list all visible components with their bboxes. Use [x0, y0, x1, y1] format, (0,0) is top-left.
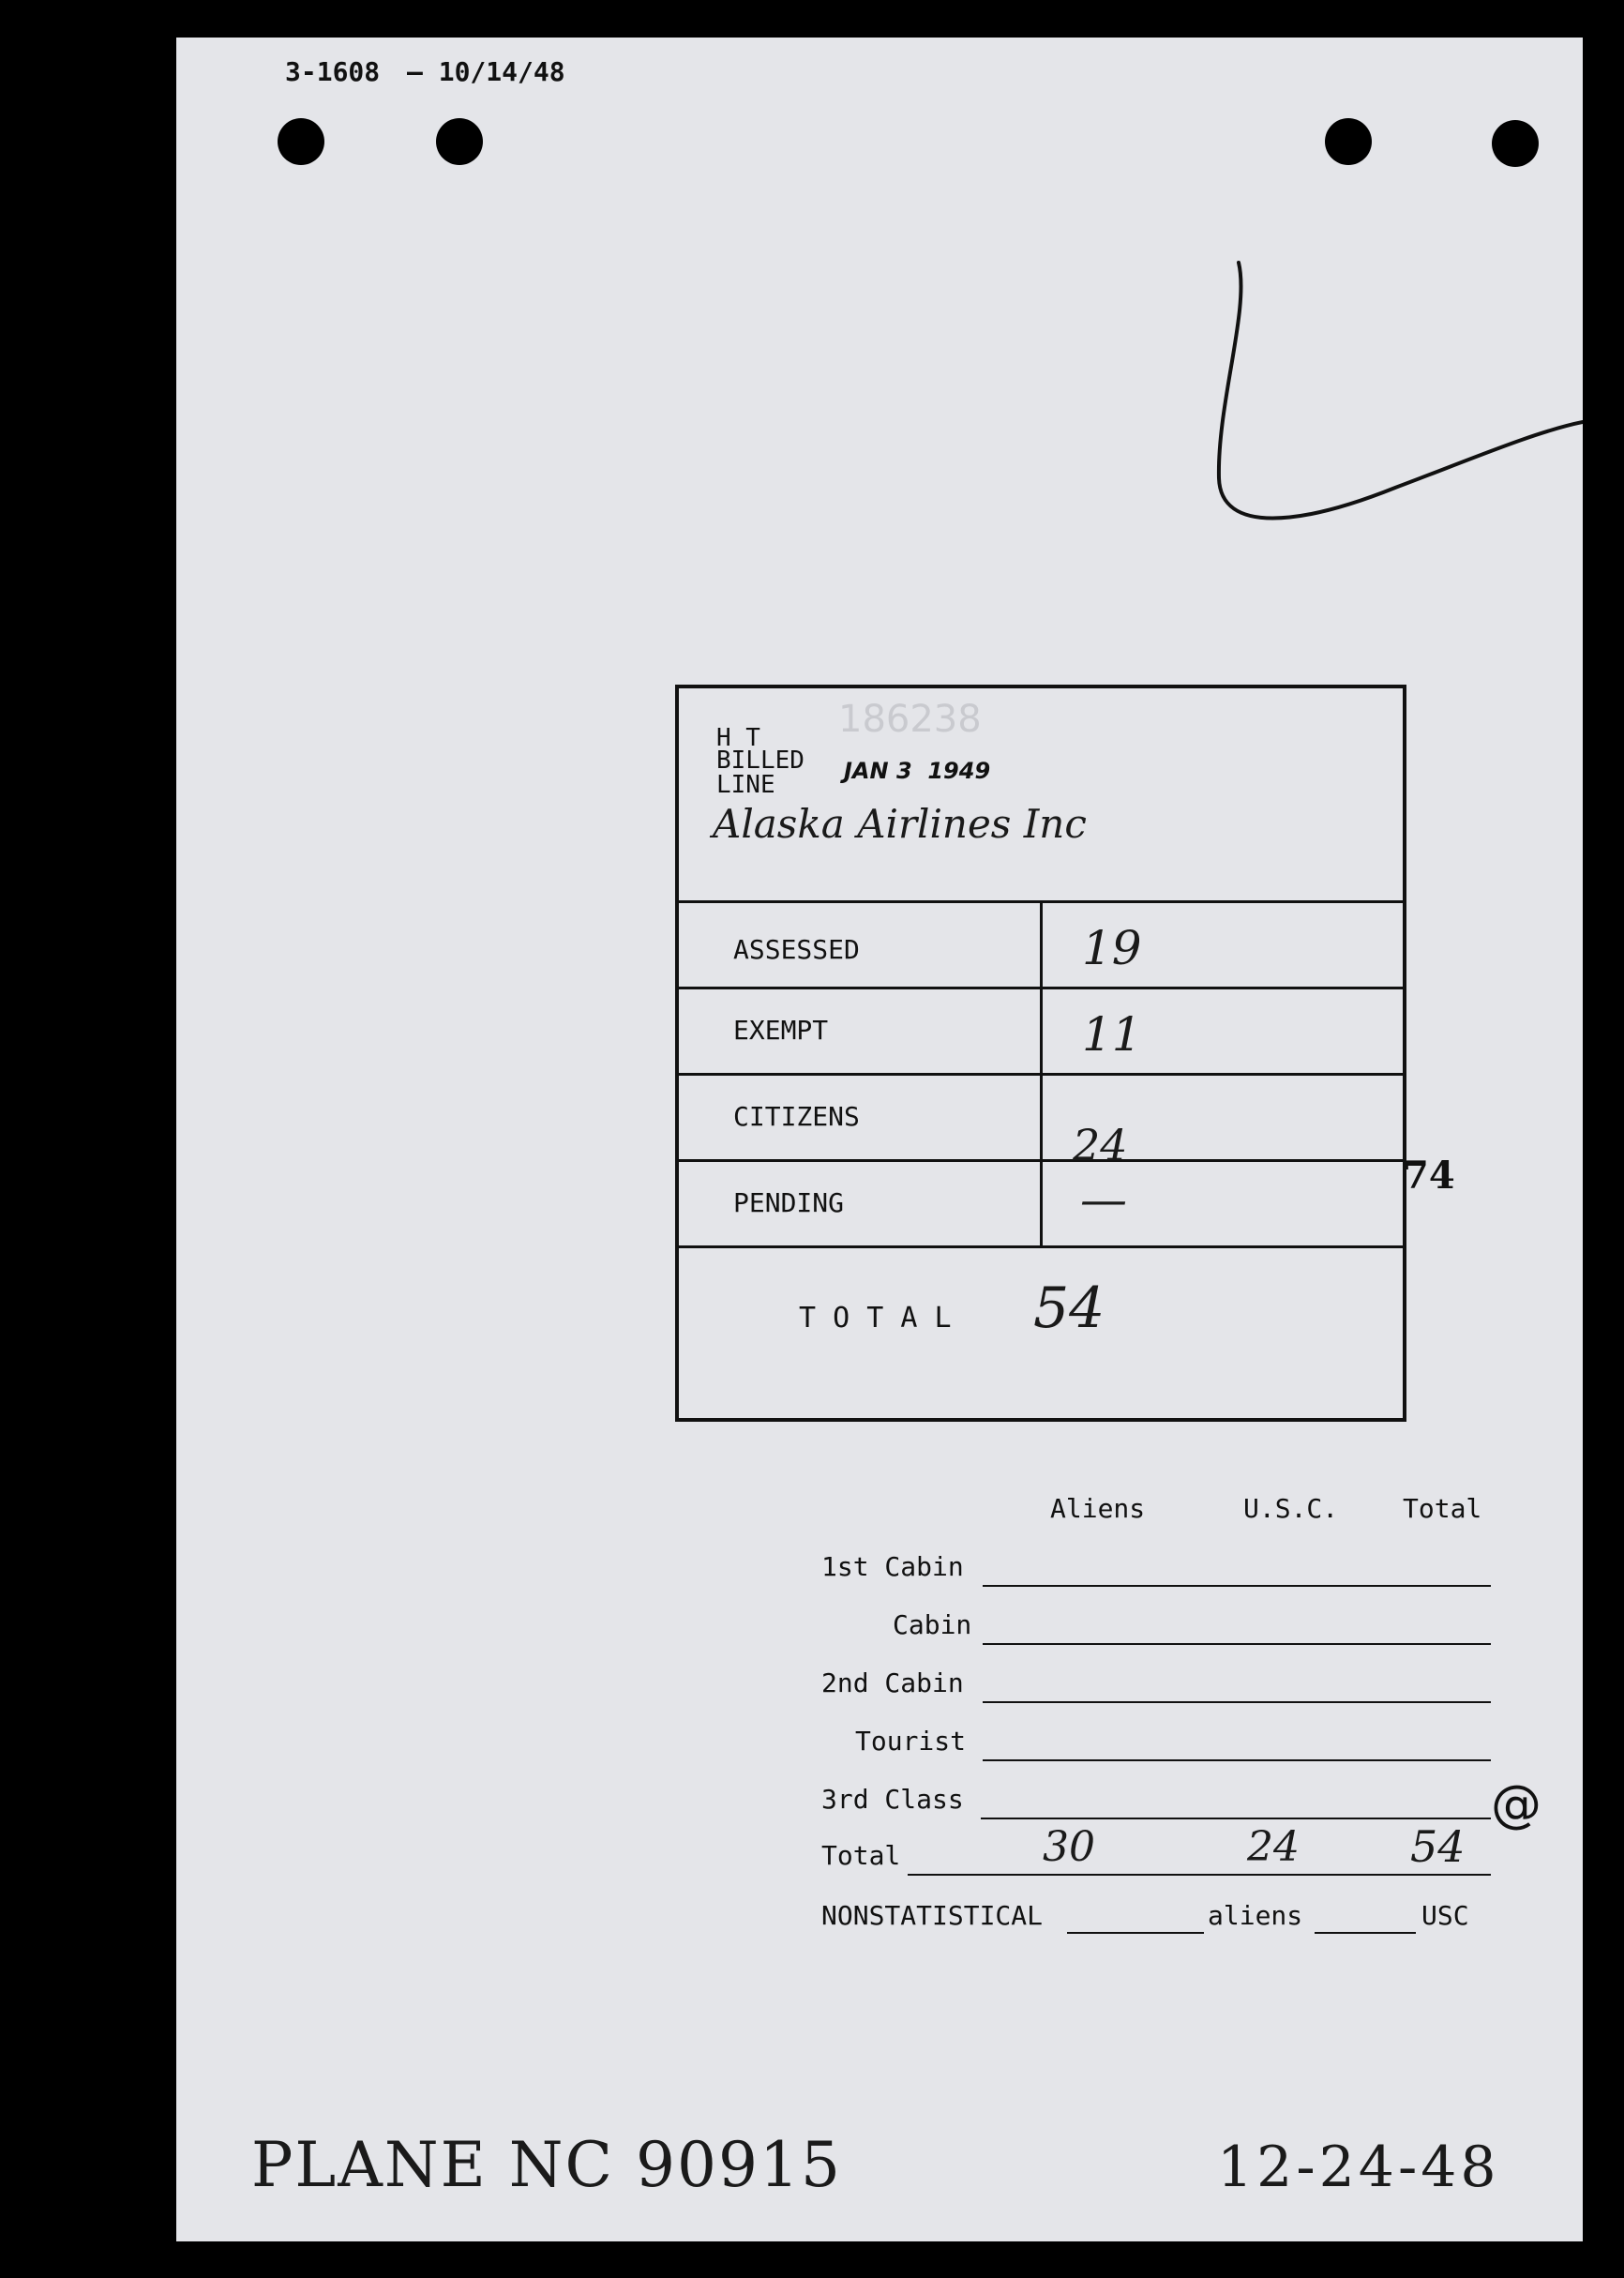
plane-note: PLANE NC 90915 [251, 2129, 842, 2201]
row-line [981, 1818, 1491, 1819]
form-number: 3-1608 [285, 56, 381, 87]
form-date: — 10/14/48 [407, 56, 565, 87]
row-line [983, 1759, 1491, 1761]
punch-hole [1492, 120, 1539, 167]
column-usc: U.S.C. [1243, 1493, 1339, 1524]
pending-label: PENDING [733, 1187, 845, 1218]
nonstatistical-aliens-label: aliens [1208, 1900, 1303, 1931]
row-line [983, 1701, 1491, 1703]
billed-date-stamp: JAN 3 1949 [844, 758, 991, 784]
exempt-label: EXEMPT [733, 1015, 829, 1046]
row-label-1st-cabin: 1st Cabin [821, 1551, 964, 1582]
column-aliens: Aliens [1050, 1493, 1146, 1524]
ht-label: H T [716, 724, 760, 752]
billed-label: BILLED [716, 747, 804, 775]
footer-date: 12-24-48 [1217, 2135, 1500, 2200]
nonstatistical-usc-label: USC [1421, 1900, 1469, 1931]
row-label-cabin: Cabin [893, 1609, 972, 1640]
nonstatistical-label: NONSTATISTICAL [821, 1900, 1044, 1931]
row-label-3rd-class: 3rd Class [821, 1784, 964, 1815]
total-value: 54 [1033, 1275, 1105, 1341]
document-page [176, 38, 1583, 2241]
column-total: Total [1403, 1493, 1482, 1524]
nonstat-usc-line [1315, 1932, 1416, 1934]
line-label: LINE [716, 771, 775, 799]
punch-hole [1325, 118, 1372, 165]
circled-mark: @ [1491, 1774, 1541, 1833]
punch-hole [278, 118, 324, 165]
citizens-value: 24 [1073, 1120, 1128, 1170]
total-label: T O T A L [799, 1302, 952, 1335]
citizens-label: CITIZENS [733, 1101, 860, 1132]
assessed-label: ASSESSED [733, 934, 860, 965]
row-label-2nd-cabin: 2nd Cabin [821, 1667, 964, 1698]
row-line [983, 1643, 1491, 1645]
side-note: 74 [1403, 1154, 1455, 1198]
line-handwritten: Alaska Airlines Inc [713, 801, 1087, 847]
assessed-value: 19 [1082, 921, 1142, 975]
pending-value: — [1080, 1172, 1127, 1227]
total-usc-value: 24 [1247, 1823, 1300, 1871]
total-line [908, 1874, 1491, 1876]
nonstat-aliens-line [1067, 1932, 1204, 1934]
pen-stroke [1161, 253, 1583, 553]
row-label-tourist: Tourist [855, 1726, 967, 1757]
exempt-value: 11 [1082, 1007, 1142, 1062]
row-line [983, 1585, 1491, 1587]
punch-hole [436, 118, 483, 165]
total-aliens-value: 30 [1043, 1823, 1095, 1871]
total-total-value: 54 [1410, 1821, 1466, 1872]
row-label-total: Total [821, 1840, 901, 1871]
stamp-serial: 186238 [838, 698, 982, 741]
billing-stamp [675, 685, 1406, 1422]
